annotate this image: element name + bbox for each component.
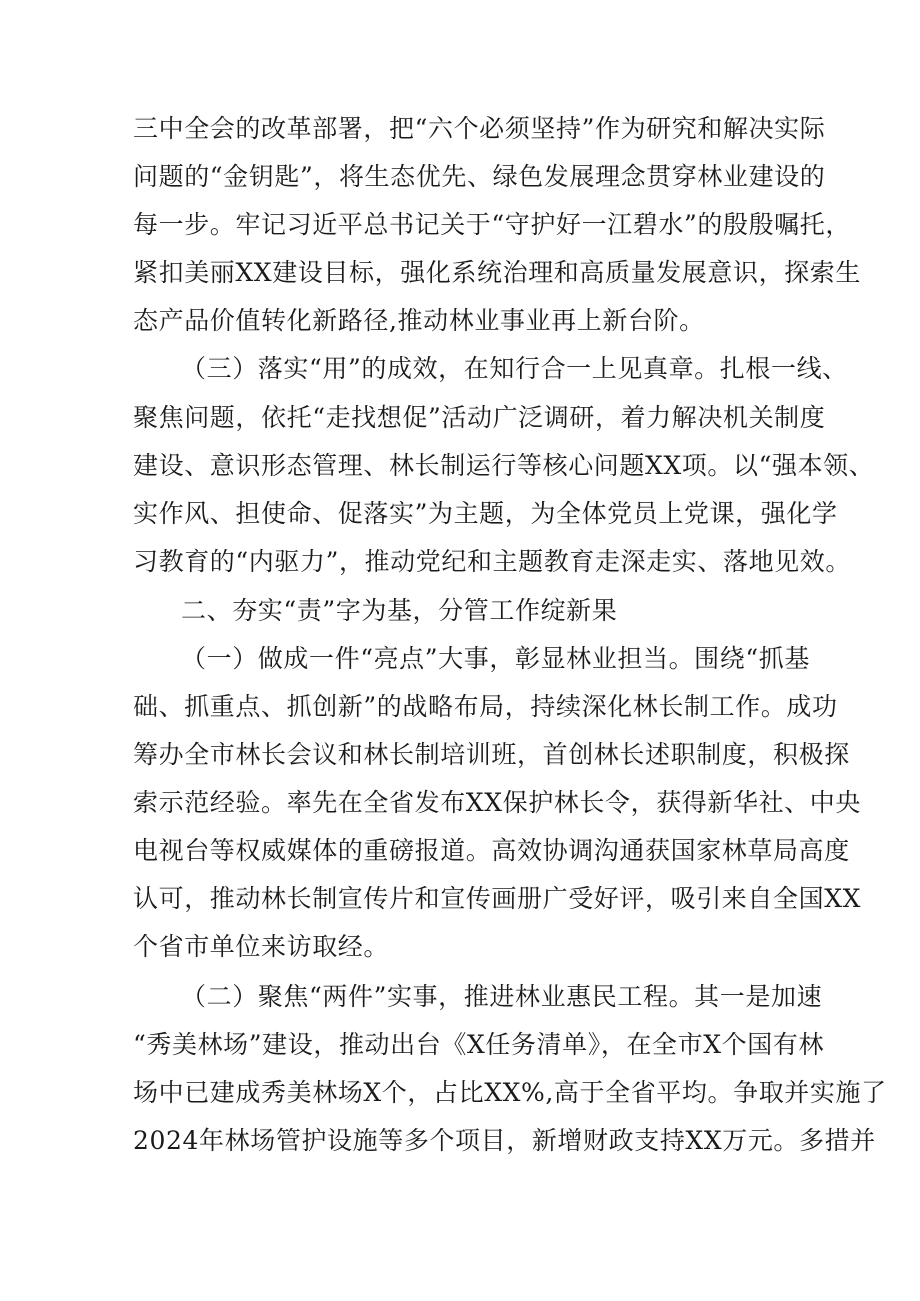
body-text-line: 索示范经验。率先在全省发布XX保护林长令，获得新华社、中央 (133, 788, 861, 817)
body-text-line: 每一步。牢记习近平总书记关于“守护好一江碧水”的殷殷嘱托， (133, 210, 851, 239)
body-text-line: 电视台等权威媒体的重磅报道。高效协调沟通获国家林草局高度 (133, 836, 850, 865)
paragraph-first-line: （一）做成一件“亮点”大事，彰显林业担当。围绕“抓基 (181, 644, 810, 673)
body-text-line: 实作风、担使命、促落实”为主题，为全体党员上党课，强化学 (133, 499, 838, 528)
body-text-line: 场中已建成秀美林场X个，占比XX%,高于全省平均。争取并实施了 (133, 1078, 887, 1107)
body-text-line: 筹办全市林长会议和林长制培训班，首创林长述职制度，积极探 (133, 740, 850, 769)
body-text-line: 个省市单位来访取经。 (133, 932, 390, 961)
body-text-line: 紧扣美丽XX建设目标，强化系统治理和高质量发展意识，探索生 (133, 258, 861, 287)
section-heading: 二、夯实“责”字为基，分管工作绽新果 (181, 596, 618, 625)
body-text-line: 问题的“金钥匙”，将生态优先、绿色发展理念贯穿林业建设的 (133, 162, 826, 191)
body-text-line: 习教育的“内驱力”，推动党纪和主题教育走深走实、落地见效。 (133, 547, 851, 576)
body-text-line: 础、抓重点、抓创新”的战略布局，持续深化林长制工作。成功 (133, 692, 838, 721)
paragraph-first-line: （三）落实“用”的成效，在知行合一上见真章。扎根一线、 (181, 354, 848, 383)
body-text-line: “秀美林场”建设，推动出台《X任务清单》，在全市X个国有林 (133, 1030, 825, 1059)
body-text-line: 认可，推动林长制宣传片和宣传画册广受好评，吸引来自全国XX (133, 884, 861, 913)
body-text-line: 2024年林场管护设施等多个项目，新增财政支持XX万元。多措并 (133, 1126, 876, 1155)
body-text-line: 建设、意识形态管理、林长制运行等核心问题XX项。以“强本领、 (133, 451, 875, 480)
body-text-line: 聚焦问题，依托“走找想促”活动广泛调研，着力解决机关制度 (133, 403, 826, 432)
body-text-line: 三中全会的改革部署，把“六个必须坚持”作为研究和解决实际 (133, 114, 826, 143)
paragraph-first-line: （二）聚焦“两件”实事，推进林业惠民工程。其一是加速 (181, 982, 823, 1011)
body-text-line: 态产品价值转化新路径,推动林业事业再上新台阶。 (133, 306, 705, 335)
